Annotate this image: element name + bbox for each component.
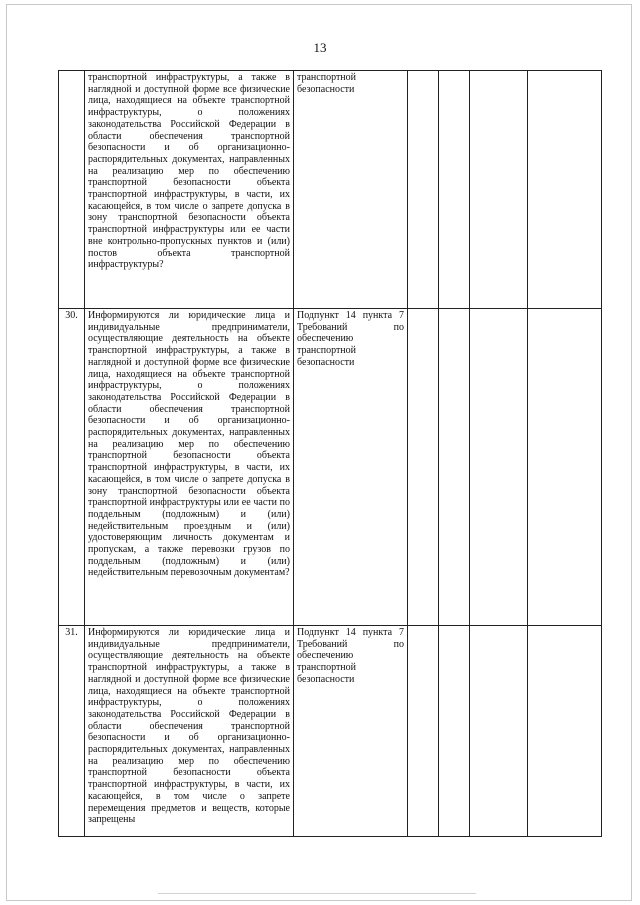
answer-na-cell[interactable] bbox=[470, 626, 528, 837]
notes-cell[interactable] bbox=[528, 626, 602, 837]
basis-cell: Подпункт 14 пункта 7 Требований по обеспечению транспортной безопасности bbox=[294, 309, 408, 626]
answer-no-cell[interactable] bbox=[439, 71, 470, 309]
scan-edge-line bbox=[158, 893, 476, 894]
answer-no-cell[interactable] bbox=[439, 309, 470, 626]
answer-na-cell[interactable] bbox=[470, 309, 528, 626]
answer-yes-cell[interactable] bbox=[408, 71, 439, 309]
notes-cell[interactable] bbox=[528, 71, 602, 309]
table-row bbox=[59, 71, 602, 309]
row-number: 31. bbox=[59, 626, 85, 837]
answer-yes-cell[interactable] bbox=[408, 626, 439, 837]
basis-cell: транспортной безопасности bbox=[294, 71, 408, 309]
question-cell: транспортной инфраструктуры, а также в наглядной и доступной форме все физические лица, находящиеся на объекте транспортной инфраструктуры, о положениях законодательства Российской Федерации в области обеспечения транспортной безопасности и об организационно-распорядительных документах, направленных на реализацию мер по обеспечению транспортной безопасности объекта транспортной инфраструктуры, в части, их касающейся, в том числе о запрете допуска в зону транспортной безопасности объекта транспортной инфраструктуры или ее части вне контрольно-пропускных пунктов и (или) постов объекта транспортной инфраструктуры? bbox=[85, 71, 294, 309]
question-cell: Информируются ли юридические лица и индивидуальные предприниматели, осуществляющие деятельность на объекте транспортной инфраструктуры, а также в наглядной и доступной форме все физические лица, находящиеся на объекте транспортной инфраструктуры, о положениях законодательства Российской Федерации в области обеспечения транспортной безопасности и об организационно-распорядительных документах, направленных на реализацию мер по обеспечению транспортной безопасности объекта транспортной инфраструктуры, в части, их касающейся, в том числе о запрете допуска в зону транспортной безопасности объекта транспортной инфраструктуры или ее части по поддельным (подложным) и (или) недействительным проездным и (или) удостоверяющим личность документам и пропускам, а также перевозки грузов по поддельным (подложным) и (или) недействительным перевозочным документам? bbox=[85, 309, 294, 626]
answer-yes-cell[interactable] bbox=[408, 309, 439, 626]
question-cell: Информируются ли юридические лица и индивидуальные предприниматели, осуществляющие деятельность на объекте транспортной инфраструктуры, а также в наглядной и доступной форме все физические лица, находящиеся на объекте транспортной инфраструктуры, о положениях законодательства Российской Федерации в области обеспечения транспортной безопасности и об организационно-распорядительных документах, направленных на реализацию мер по обеспечению транспортной безопасности объекта транспортной инфраструктуры, в части, их касающейся, в том числе о запрете перемещения предметов и веществ, которые запрещены bbox=[85, 626, 294, 837]
answer-no-cell[interactable] bbox=[439, 626, 470, 837]
answer-na-cell[interactable] bbox=[470, 71, 528, 309]
row-number: 30. bbox=[59, 309, 85, 626]
table-row bbox=[59, 309, 602, 626]
page-number: 13 bbox=[313, 40, 327, 55]
row-number bbox=[59, 71, 85, 309]
table-row bbox=[59, 626, 602, 837]
basis-cell: Подпункт 14 пункта 7 Требований по обеспечению транспортной безопасности bbox=[294, 626, 408, 837]
notes-cell[interactable] bbox=[528, 309, 602, 626]
requirements-table bbox=[58, 70, 602, 837]
